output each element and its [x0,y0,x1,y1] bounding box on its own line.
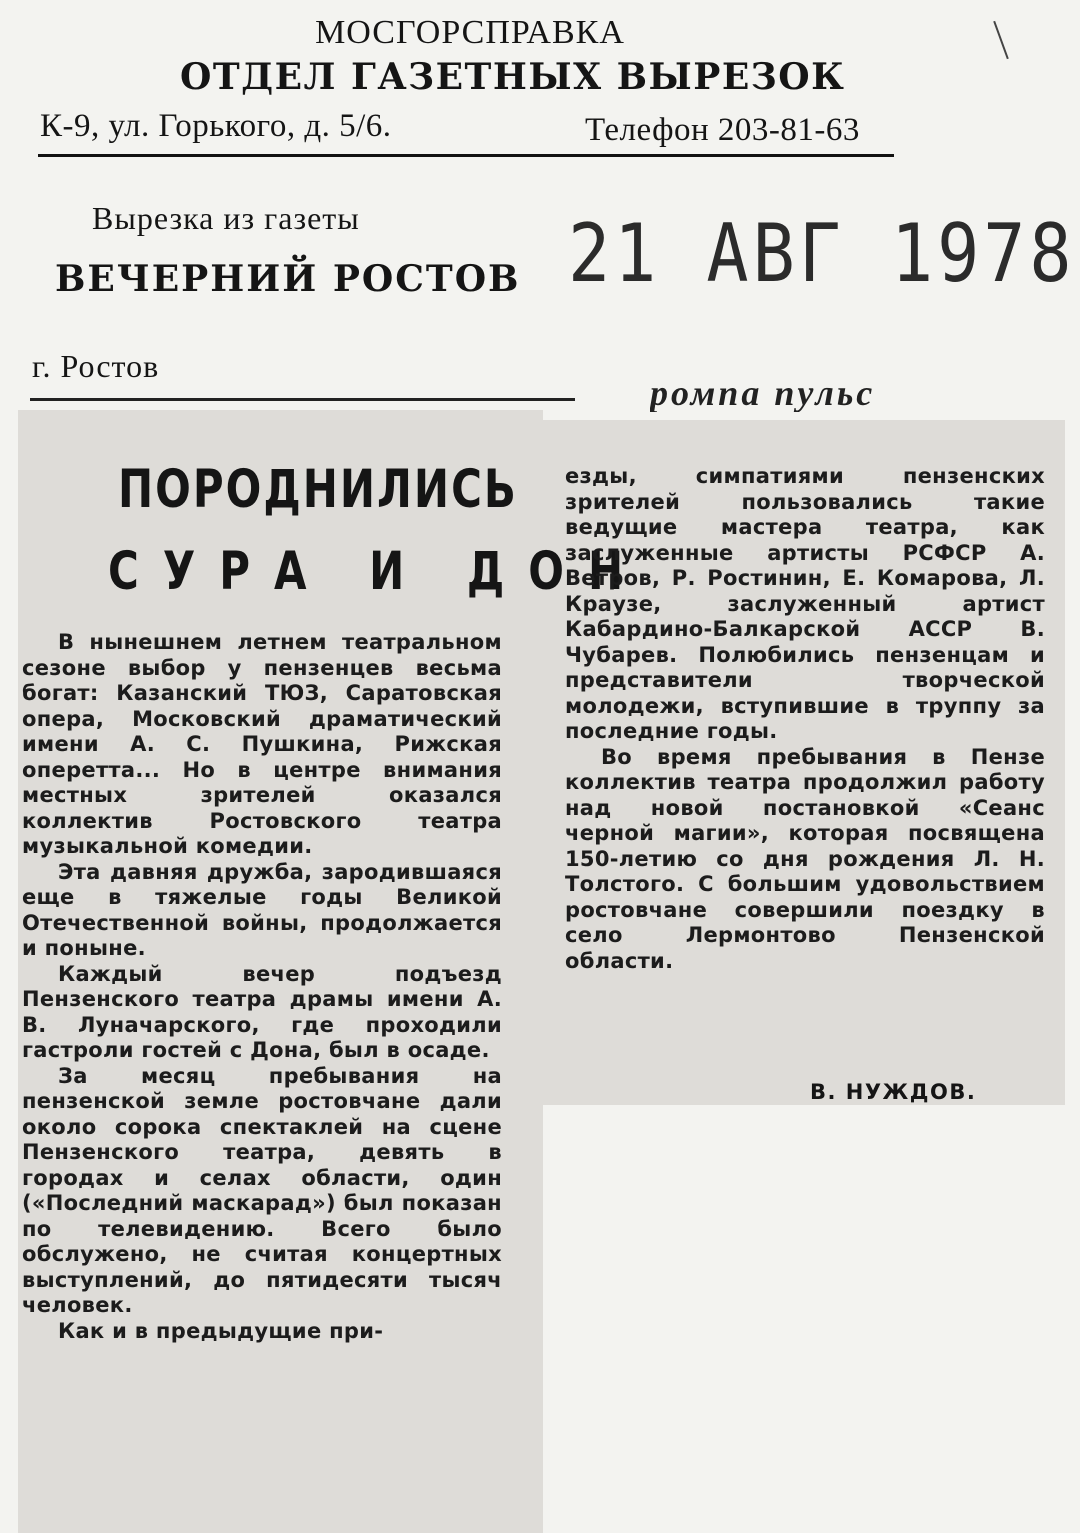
article-column-right [565,464,1045,974]
paragraph: Каждый вечер подъезд Пензенского театра драмы имени А. В. Луначарского, где проходили гастроли гостей с Дона, был в осаде. [22,961,502,1062]
pen-mark [993,21,1009,59]
date-stamp: 21 АВГ 1978 [568,206,1076,301]
address: К-9, ул. Горького, д. 5/6. [40,108,392,144]
city-divider [30,398,575,401]
city: г. Ростов [32,348,160,384]
cut-off-heading: ромпа пульс [650,373,876,412]
paragraph: Эта давняя дружба, зародившаяся еще в тяжелые годы Великой Отечественной войны, продолжается и поныне. [22,859,502,960]
headline-line-2: СУРА И ДОН [108,540,648,602]
author-signature: В. НУЖДОВ. [810,1080,977,1104]
article-column-left [22,630,502,1344]
phone: Телефон 203-81-63 [585,112,860,148]
department-name: ОТДЕЛ ГАЗЕТНЫХ ВЫРЕЗОК [180,56,846,98]
paragraph: Как и в предыдущие при- [58,1318,384,1343]
paragraph: Во время пребывания в Пензе коллектив театра продолжил работу над новой постановкой «Сеанс черной магии», которая посвящена 150-летию со дня рождения Л. Н. Толстого. С большим удовольствием ростовчане совершили поездку в село Лермонтово Пензенской области. [565,744,1045,973]
header-divider [38,154,894,157]
paragraph: За месяц пребывания на пензенской земле ростовчане дали около сорока спектаклей на сцене Пензенского театра, девять в городах и селах области, один («Последний маскарад») был показан по телевидению. Всего было обслужено, не считая концертных выступлений, до пятидесяти тысяч человек. [22,1063,502,1317]
paragraph: В нынешнем летнем театральном сезоне выбор у пензенцев весьма богат: Казанский ТЮЗ, Саратовская опера, Московский драматический имени А. С. Пушкина, Рижская оперетта... Но в центре внимания местных зрителей оказался коллектив Ростовского театра музыкальной комедии. [22,630,502,858]
newspaper-name: ВЕЧЕРНИЙ РОСТОВ [55,258,521,300]
headline-line-1: ПОРОДНИЛИСЬ [118,458,518,520]
paragraph: езды, симпатиями пензенских зрителей пользовались такие ведущие мастера театра, как заслуженные артисты РСФСР А. Ветров, Р. Ростинин, Е. Комарова, Л. Краузе, заслуженный артист Кабардино-Балкарской АССР В. Чубарев. Полюбились пензенцам и представители творческой молодежи, вступившие в труппу за последние годы. [565,464,1045,743]
org-name: МОСГОРСПРАВКА [315,14,625,51]
clipping-label: Вырезка из газеты [92,200,360,236]
